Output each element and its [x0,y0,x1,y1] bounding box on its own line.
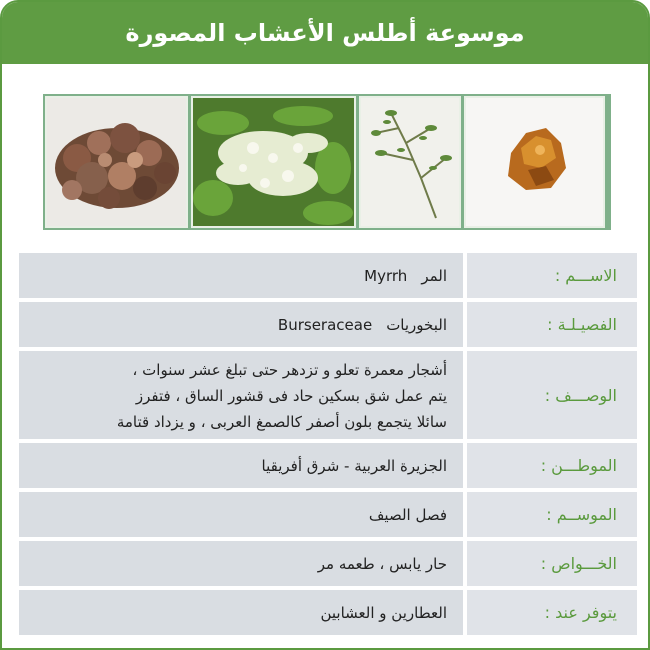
description-line: سائلا يتجمع بلون أصفر كالصمغ العربى ، و يزداد قتامة [116,413,447,431]
resin-chunks-photo [45,96,188,228]
page-title: موسوعة أطلس الأعشاب المصورة [2,2,648,64]
value-name [19,253,463,298]
row-season [19,492,637,537]
arabic-family: البخوريات [386,315,447,334]
row-habitat [19,443,637,488]
row-family [19,302,637,347]
row-availability [19,590,637,635]
value-properties: حار يابس ، طعمه مر [19,541,463,586]
value-availability: العطارين و العشابين [19,590,463,635]
latin-family: Burseraceae [277,315,373,334]
herb-info-table [19,253,637,639]
value-family [19,302,463,347]
image-gallery [43,94,611,230]
resin-crystal-photo [464,96,605,228]
label-family: الفصيـلـة : [467,302,637,347]
row-properties [19,541,637,586]
label-habitat: الموطـــن : [467,443,637,488]
branch-specimen-photo [359,96,461,228]
row-description [19,351,637,439]
row-name [19,253,637,298]
value-description [19,351,463,439]
label-properties: الخـــواص : [467,541,637,586]
value-season: فصل الصيف [19,492,463,537]
latin-name: Myrrh [364,266,408,285]
description-line: أشجار معمرة تعلو و تزدهر حتى تبلغ عشر سنوات ، [132,361,447,379]
value-habitat: الجزيرة العربية - شرق أفريقيا [19,443,463,488]
arabic-name: المر [421,266,447,285]
description-line: يتم عمل شق بسكين حاد فى قشور الساق ، فتفرز [135,387,447,405]
label-name: الاســـم : [467,253,637,298]
label-description: الوصـــف : [467,351,637,439]
label-availability: يتوفر عند : [467,590,637,635]
label-season: الموســم : [467,492,637,537]
flowering-shrub-photo [191,96,356,228]
